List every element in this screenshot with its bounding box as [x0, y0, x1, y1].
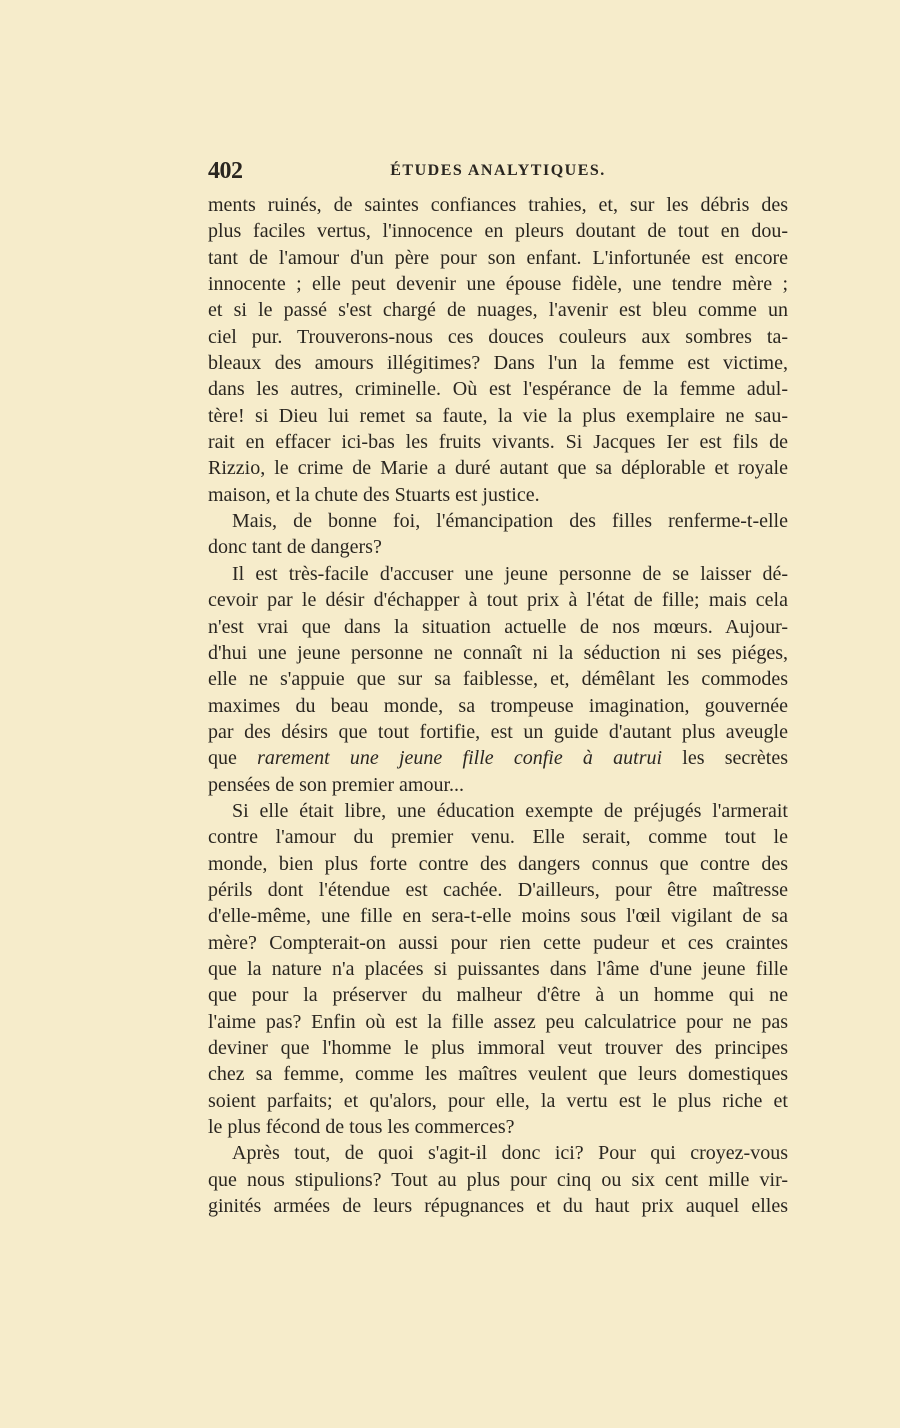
line-text: et si le passé s'est chargé de nuages, l'avenir est bleu comme un — [208, 299, 788, 322]
text-line — [208, 429, 788, 455]
line-text: Il est très-facile d'accuser une jeune personne de se laisser dé- — [232, 562, 788, 585]
line-text: contre l'amour du premier venu. Elle serait, comme tout le — [208, 826, 788, 849]
text-line — [208, 824, 788, 850]
text-line — [208, 719, 788, 745]
line-text: cevoir par le désir d'échapper à tout prix à l'état de fille; mais cela — [208, 589, 788, 612]
line-text: donc tant de dangers? — [208, 536, 382, 559]
text-line — [208, 851, 788, 877]
line-text: chez sa femme, comme les maîtres veulent que leurs domestiques — [208, 1063, 788, 1086]
line-text: que — [208, 747, 258, 770]
line-text: innocente ; elle peut devenir une épouse fidèle, une tendre mère ; — [208, 273, 788, 296]
running-title: ÉTUDES ANALYTIQUES. — [390, 162, 606, 179]
line-text: maximes du beau monde, sa trompeuse imagination, gouvernée — [208, 694, 788, 717]
line-text: ciel pur. Trouverons-nous ces douces couleurs aux sombres ta- — [208, 325, 788, 348]
line-text: ments ruinés, de saintes confiances trahies, et, sur les débris des — [208, 194, 788, 216]
line-text: que nous stipulions? Tout au plus pour cinq ou six cent mille vir- — [208, 1168, 788, 1191]
text-line — [208, 745, 788, 771]
line-text: elle ne s'appuie que sur sa faiblesse, et, démêlant les commodes — [208, 668, 788, 691]
line-text: le plus fécond de tous les commerces? — [208, 1116, 515, 1139]
text-line — [208, 666, 788, 692]
line-text: mère? Compterait-on aussi pour rien cette pudeur et ces craintes — [208, 931, 788, 954]
line-text: soient parfaits; et qu'alors, pour elle, la vertu est le plus riche et — [208, 1089, 788, 1112]
line-text: plus faciles vertus, l'innocence en pleurs doutant de tout en dou- — [208, 220, 788, 243]
line-text: d'elle-même, une fille en sera-t-elle moins sous l'œil vigilant de sa — [208, 905, 788, 928]
text-line — [208, 798, 788, 824]
text-line — [208, 877, 788, 903]
line-text: que la nature n'a placées si puissantes dans l'âme d'une jeune fille — [208, 957, 788, 980]
line-text: que pour la préserver du malheur d'être à un homme qui ne — [208, 984, 788, 1007]
text-line — [208, 614, 788, 640]
italic-phrase: rarement une jeune fille confie à autrui — [257, 747, 663, 770]
line-text: pensées de son premier amour... — [208, 773, 465, 796]
text-line — [208, 1140, 788, 1166]
text-line — [208, 297, 788, 323]
line-text: Si elle était libre, une éducation exempte de préjugés l'armerait — [232, 799, 788, 822]
text-line — [208, 587, 788, 613]
text-line — [208, 482, 788, 508]
text-line — [208, 350, 788, 376]
line-text: Après tout, de quoi s'agit-il donc ici? Pour qui croyez-vous — [232, 1142, 788, 1165]
text-line — [208, 324, 788, 350]
line-text: Mais, de bonne foi, l'émancipation des filles renferme-t-elle — [232, 510, 788, 533]
line-text: rait en effacer ici-bas les fruits vivants. Si Jacques Ier est fils de — [208, 431, 788, 454]
text-line — [208, 508, 788, 534]
line-text: maison, et la chute des Stuarts est justice. — [208, 483, 540, 506]
text-line — [208, 930, 788, 956]
line-text: Rizzio, le crime de Marie a duré autant que sa déplorable et royale — [208, 457, 788, 480]
text-line — [208, 561, 788, 587]
line-text: d'hui une jeune personne ne connaît ni la séduction ni ses piéges, — [208, 641, 788, 664]
body-text — [208, 192, 788, 1219]
line-text: deviner que l'homme le plus immoral veut trouver des principes — [208, 1037, 788, 1059]
text-line — [208, 376, 788, 402]
line-text: par des désirs que tout fortifie, est un guide d'autant plus aveugle — [208, 720, 788, 743]
line-text: ginités armées de leurs répugnances et du haut prix auquel elles — [208, 1195, 788, 1218]
line-text: monde, bien plus forte contre des dangers connus que contre des — [208, 852, 788, 875]
line-text: tère! si Dieu lui remet sa faute, la vie la plus exemplaire ne sau- — [208, 404, 788, 427]
text-line — [208, 534, 788, 560]
text-line — [208, 403, 788, 429]
line-text: bleaux des amours illégitimes? Dans l'un la femme est victime, — [208, 352, 788, 375]
line-text: n'est vrai que dans la situation actuelle de nos mœurs. Aujour- — [208, 615, 788, 638]
text-line — [208, 1088, 788, 1114]
text-line — [208, 218, 788, 244]
line-text: périls dont l'étendue est cachée. D'ailleurs, pour être maîtresse — [208, 878, 788, 901]
line-text-after: les secrètes — [662, 747, 788, 770]
text-line — [208, 271, 788, 297]
text-line — [208, 1167, 788, 1193]
text-line — [208, 455, 788, 481]
text-line — [208, 1114, 788, 1140]
text-line — [208, 982, 788, 1008]
line-text: tant de l'amour d'un père pour son enfant. L'infortunée est encore — [208, 246, 788, 269]
text-line — [208, 903, 788, 929]
page-header — [208, 158, 788, 188]
page-number: 402 — [208, 158, 243, 184]
text-line — [208, 693, 788, 719]
text-line — [208, 640, 788, 666]
text-line — [208, 772, 788, 798]
text-line — [208, 956, 788, 982]
text-line — [208, 1035, 788, 1061]
text-line — [208, 1193, 788, 1219]
text-line — [208, 1061, 788, 1087]
text-line — [208, 245, 788, 271]
text-line — [208, 192, 788, 218]
text-line — [208, 1009, 788, 1035]
line-text: l'aime pas? Enfin où est la fille assez peu calculatrice pour ne pas — [208, 1010, 788, 1033]
line-text: dans les autres, criminelle. Où est l'espérance de la femme adul- — [208, 378, 788, 401]
